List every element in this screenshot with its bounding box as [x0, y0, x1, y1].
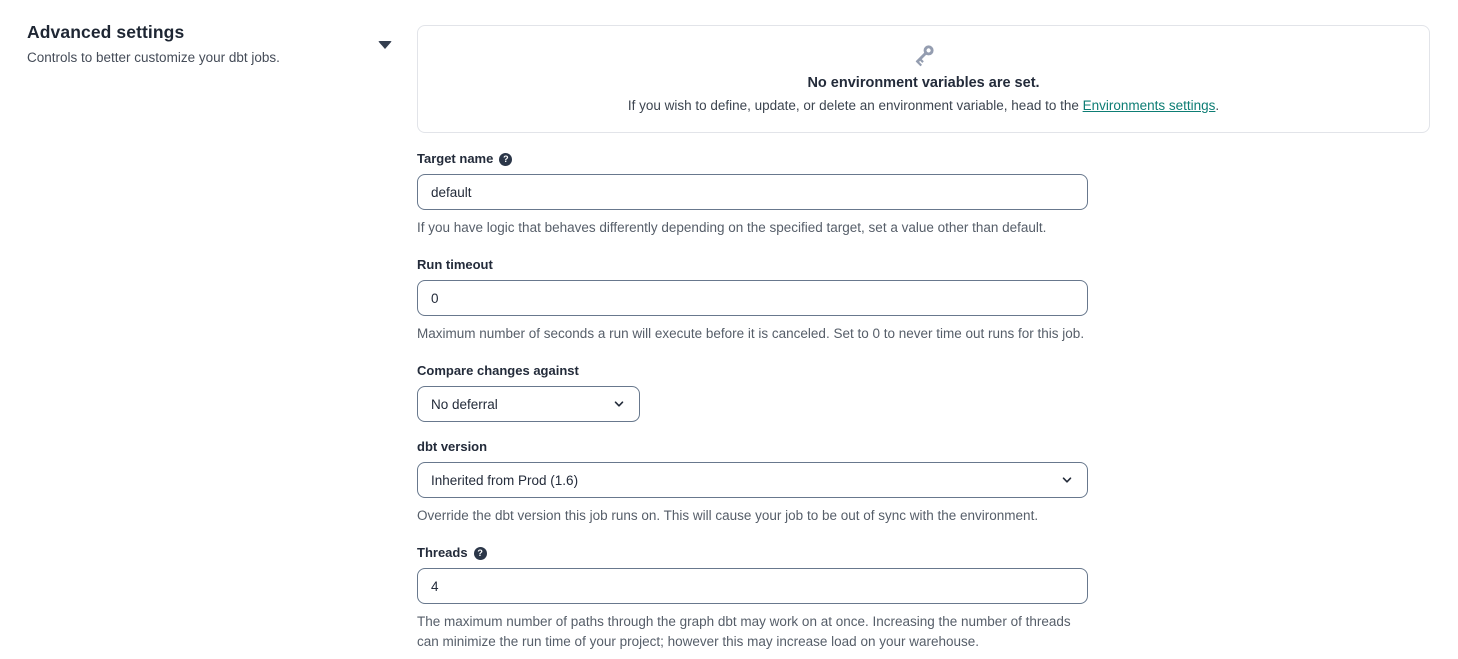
field-run-timeout	[417, 258, 1088, 344]
field-dbt-version	[417, 440, 1088, 526]
threads-label	[417, 546, 1088, 560]
chevron-down-icon	[612, 397, 626, 411]
target-name-input[interactable]	[417, 174, 1088, 210]
env-vars-description-prefix: If you wish to define, update, or delete an environment variable, head to the	[627, 98, 1083, 113]
target-name-label-text: Target name	[417, 151, 494, 166]
env-vars-empty-state	[417, 25, 1430, 133]
collapse-caret-icon[interactable]	[378, 41, 392, 49]
page-subtitle: Controls to better customize your dbt jobs.	[27, 50, 280, 65]
dbt-version-select[interactable]	[417, 462, 1088, 498]
compare-changes-selected-value: No deferral	[431, 396, 498, 412]
dbt-version-selected-value: Inherited from Prod (1.6)	[431, 472, 579, 488]
dbt-version-label-text: dbt version	[417, 439, 488, 454]
chevron-down-icon	[1060, 473, 1074, 487]
threads-help-icon[interactable]: ?	[474, 547, 487, 560]
threads-label-text: Threads	[417, 545, 468, 560]
compare-changes-select[interactable]	[417, 386, 640, 422]
field-compare-changes	[417, 364, 1088, 422]
environments-settings-link[interactable]: Environments settings	[1082, 98, 1216, 113]
env-vars-empty-title: No environment variables are set.	[807, 75, 1040, 91]
field-threads	[417, 546, 1088, 652]
run-timeout-label-text: Run timeout	[417, 257, 493, 272]
settings-form	[417, 25, 1430, 659]
compare-changes-label-text: Compare changes against	[417, 363, 579, 378]
dbt-version-helper-text: Override the dbt version this job runs on. This will cause your job to be out of sync with the environment.	[417, 508, 1039, 523]
target-name-helper-text: If you have logic that behaves differently depending on the specified target, set a value other than default.	[417, 220, 1047, 235]
target-name-help-icon[interactable]: ?	[499, 153, 512, 166]
run-timeout-input[interactable]	[417, 280, 1088, 316]
run-timeout-helper-text: Maximum number of seconds a run will execute before it is canceled. Set to 0 to never time out runs for this job.	[417, 326, 1085, 341]
target-name-label	[417, 152, 1088, 166]
section-header	[27, 20, 367, 67]
threads-helper-text: The maximum number of paths through the graph dbt may work on at once. Increasing the number of threads can minimize the run time of your project; however this may increase load on your warehouse.	[417, 614, 1071, 649]
page-title: Advanced settings	[27, 22, 185, 42]
threads-input[interactable]	[417, 568, 1088, 604]
key-icon	[912, 43, 936, 67]
env-vars-description-suffix: .	[1215, 98, 1220, 113]
compare-changes-label	[417, 364, 1088, 378]
run-timeout-label	[417, 258, 1088, 272]
dbt-version-label	[417, 440, 1088, 454]
env-vars-empty-description	[628, 96, 1219, 115]
field-target-name	[417, 152, 1088, 238]
